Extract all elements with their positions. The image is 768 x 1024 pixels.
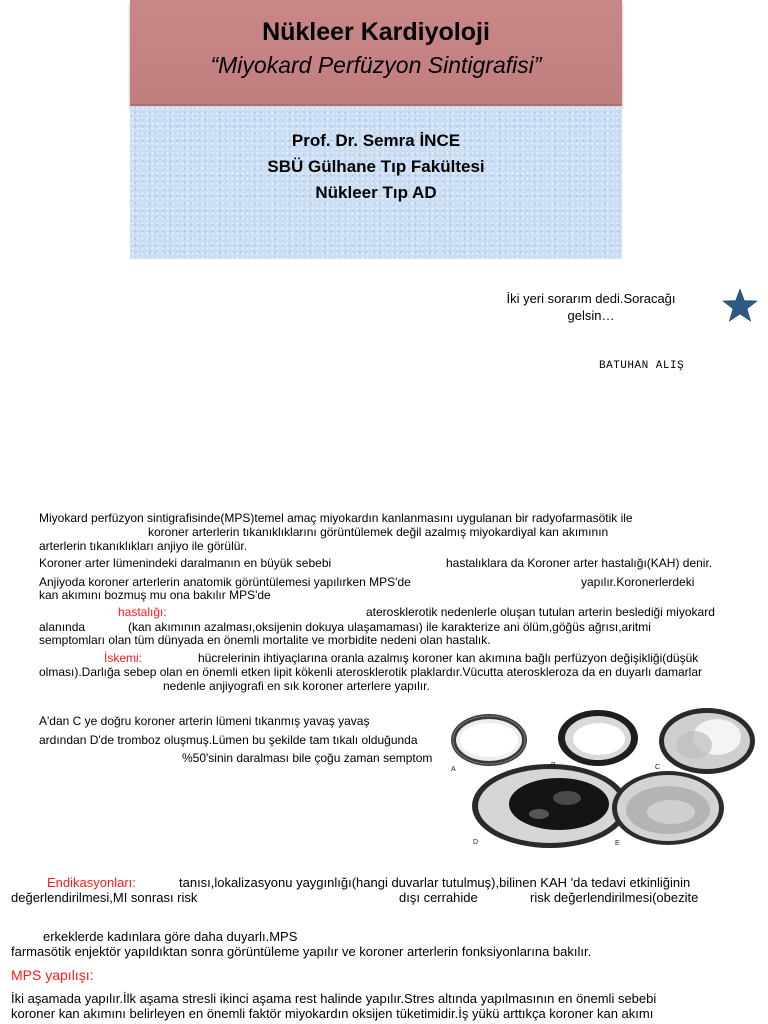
paragraph-text: erkeklerde kadınlara göre daha duyarlı.MPS (43, 929, 298, 944)
paragraph-text: olması).Darlığa sebep olan en önemli etken lipit kökenli aterosklerotik plaklardır.Vücutta ateroskleroza da en duyarlı damarlar (39, 665, 703, 679)
presenter-name: Prof. Dr. Semra İNCE (291, 131, 461, 150)
artery-cross-section-image (449, 708, 760, 848)
slide-title: Nükleer Kardiyoloji (262, 18, 490, 46)
figure-label: E (615, 840, 620, 847)
paragraph-text: farmasötik enjektör yapıldıktan sonra görüntüleme yapılır ve koroner arterlerin fonksiyonlarına bakılır. (11, 944, 592, 959)
figure-label: C (655, 764, 661, 771)
quote-text (480, 290, 702, 324)
paragraph-text: koroner arterlerin tıkanıklıklarını görüntülemek değil azalmış miyokardiyal kan akımının (148, 525, 609, 539)
star-icon (722, 288, 758, 322)
department-name: Nükleer Tıp AD (315, 183, 437, 202)
title-band (130, 0, 622, 106)
quote-line: gelsin… (567, 308, 615, 323)
paragraph-text: Koroner arter lümenindeki daralmanın en büyük sebebi (39, 556, 332, 570)
paragraph-text: (kan akımının azalması,oksijenin dokuya ulaşamaması) ile karakterize ani ölüm,göğüs ağrısı,aritmi (128, 620, 651, 634)
paragraph-text: arterlerin tıkanıklıkları anjiyo ile görülür. (39, 539, 248, 553)
paragraph-text: Anjiyoda koroner arterlerin anatomik görüntülemesi yapılırken MPS'de (39, 575, 411, 589)
figure-label: B (551, 762, 556, 769)
paragraph-text: %50'sinin daralması bile çoğu zaman semptom (182, 751, 433, 765)
section-heading-red: MPS yapılışı: (11, 967, 94, 983)
paragraph-text: hastalıklara da Koroner arter hastalığı(KAH) denir. (446, 556, 713, 570)
paragraph-text: kan akımını bozmuş mu ona bakılır MPS'de (39, 588, 271, 602)
paragraph-text: koroner kan akımını belirleyen en önemli faktör miyokardın oksijen tüketimidir.İş yükü arttıkça koroner kan akımı (11, 1006, 654, 1021)
paragraph-text: ardından D'de tromboz oluşmuş.Lümen bu şekilde tam tıkalı olduğunda (39, 733, 418, 747)
title-slide (130, 0, 622, 259)
figure-label: A (451, 766, 456, 773)
institution-name: SBÜ Gülhane Tıp Fakültesi (267, 157, 485, 176)
paragraph-text: Miyokard perfüzyon sintigrafisinde(MPS)temel amaç miyokardın kanlanmasını uygulanan bir radyofarmasötik ile (39, 511, 633, 525)
author-info-band (130, 106, 622, 259)
paragraph-text: A'dan C ye doğru koroner arterin lümeni tıkanmış yavaş yavaş (39, 714, 370, 728)
section-label-red: Endikasyonları: (47, 875, 136, 890)
paragraph-text: alanında (39, 620, 86, 634)
section-label-red: hastalığı: (118, 605, 167, 619)
paragraph-text: yapılır.Koronerlerdeki (581, 575, 695, 589)
paragraph-text: nedenle anjiyografi en sık koroner arterlere yapılır. (163, 679, 430, 693)
paragraph-text: İki aşamada yapılır.İlk aşama stresli ikinci aşama rest halinde yapılır.Stres altında yapılmasının en önemli sebebi (11, 991, 657, 1006)
paragraph-text: semptomları olan tüm dünyada en önemli mortalite ve morbidite nedeni olan hastalık. (39, 633, 491, 647)
paragraph-text: hücrelerinin ihtiyaçlarına oranla azalmış koroner kan akımına bağlı perfüzyon değişikliği(düşük (198, 651, 699, 665)
section-label-red: İskemi: (104, 651, 143, 665)
paragraph-text: risk değerlendirilmesi(obezite (530, 890, 699, 905)
paragraph-text: aterosklerotik nedenlerle oluşan tutulan arterin beslediği miyokard (366, 605, 715, 619)
paragraph-text: değerlendirilmesi,MI sonrası risk (11, 890, 198, 905)
author-name: BATUHAN ALIŞ (599, 360, 685, 372)
paragraph-text: dışı cerrahide (399, 890, 478, 905)
figure-label: D (473, 839, 479, 846)
slide-subtitle: “Miyokard Perfüzyon Sintigrafisi” (210, 52, 542, 78)
paragraph-text: tanısı,lokalizasyonu yaygınlığı(hangi duvarlar tutulmuş),bilinen KAH 'da tedavi etkinliğinin (179, 875, 691, 890)
quote-line: İki yeri sorarım dedi.Soracağı (506, 291, 676, 306)
